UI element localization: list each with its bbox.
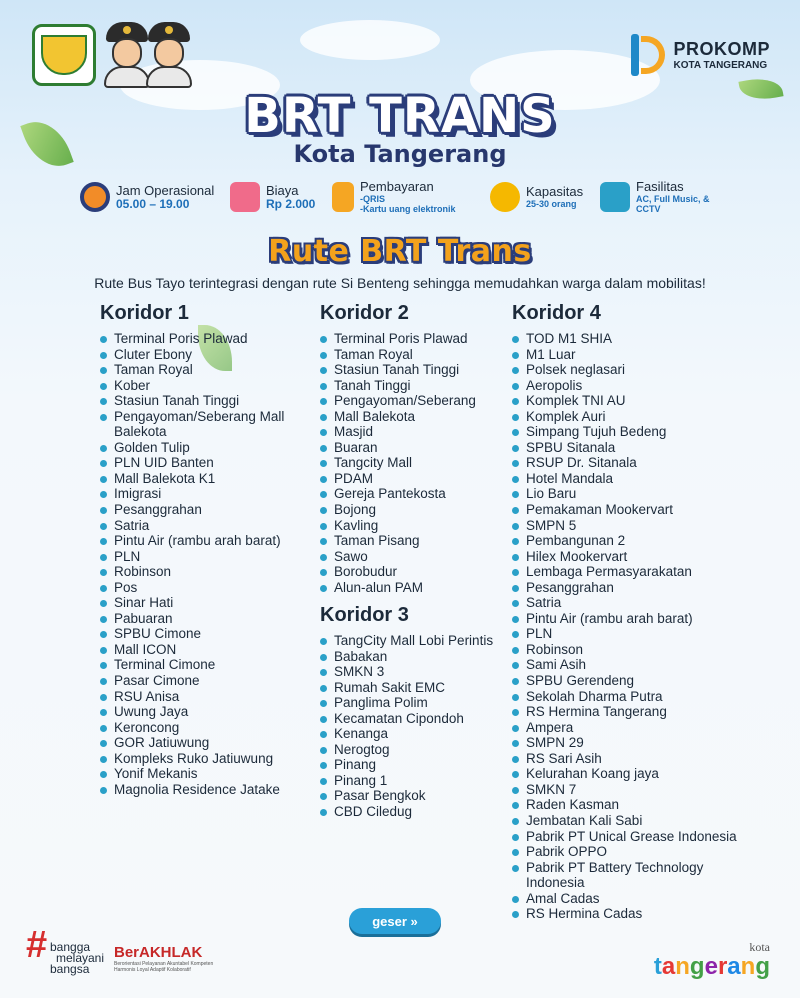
info-fasilitas [600,176,720,218]
stop-item: Taman Royal [100,362,310,378]
stop-item: Lio Baru [512,486,737,502]
stop-item: Yonif Mekanis [100,766,310,782]
route-description: Rute Bus Tayo terintegrasi dengan rute Si Benteng sehingga memudahkan warga dalam mobilitas! [94,275,706,291]
stop-item: RS Hermina Cadas [512,906,737,922]
vice-mayor-illustration [146,22,192,88]
info-jam-operasional [80,176,220,218]
stop-item: PLN [512,626,737,642]
stop-item: Keroncong [100,720,310,736]
stop-item: SMKN 3 [320,664,505,680]
wordmark-letter: r [717,953,728,980]
stop-item: Tangcity Mall [320,455,505,471]
wordmark-letter: n [740,953,756,980]
koridor-4 [512,302,737,922]
info-label: Biaya [266,182,299,198]
stop-item: Kecamatan Cipondoh [320,711,505,727]
stop-list [512,331,737,922]
stop-item: Masjid [320,424,505,440]
stop-item: Lembaga Permasyarakatan [512,564,737,580]
stop-item: Komplek Auri [512,409,737,425]
stop-item: TangCity Mall Lobi Perintis [320,633,505,649]
stop-item: PDAM [320,471,505,487]
info-label: Fasilitas [636,179,684,194]
stop-item: Bojong [320,502,505,518]
stop-item: Mall Balekota K1 [100,471,310,487]
info-label: Kapasitas [526,184,584,199]
bmb-line: bangga [50,940,91,954]
stop-item: Pinang [320,757,505,773]
info-pembayaran [332,176,480,218]
stop-item: Borobudur [320,564,505,580]
berakhlak-title: BerAKHLAK [114,944,203,961]
info-label: Jam Operasional [116,182,215,198]
stop-item: SMPN 29 [512,735,737,751]
stop-item: Kompleks Ruko Jatiuwung [100,751,310,767]
bus-icon [600,182,630,212]
stop-item: Rumah Sakit EMC [320,680,505,696]
cloud [300,20,440,60]
stop-item: Hilex Mookervart [512,549,737,565]
info-value: 05.00 – 19.00 [116,196,190,211]
stop-item: Terminal Cimone [100,657,310,673]
phone-payment-icon [332,182,354,212]
stop-list [100,331,310,797]
stop-item: RSU Anisa [100,689,310,705]
info-value: Rp 2.000 [266,196,316,211]
stop-item: Imigrasi [100,486,310,502]
stop-item: Kavling [320,518,505,534]
berakhlak-logo [114,944,214,973]
stop-item: Uwung Jaya [100,704,310,720]
stop-item: Raden Kasman [512,797,737,813]
stop-item: Pinang 1 [320,773,505,789]
stop-item: SPBU Gerendeng [512,673,737,689]
stop-item: Stasiun Tanah Tinggi [100,393,310,409]
clock-icon [80,182,110,212]
stop-item: Buaran [320,440,505,456]
stop-item: Hotel Mandala [512,471,737,487]
stop-item: Kober [100,378,310,394]
stop-item: Sekolah Dharma Putra [512,689,737,705]
info-label: Pembayaran [360,179,434,194]
koridor-title: Koridor 1 [100,302,189,324]
wordmark-letter: a [661,953,676,980]
mayor-illustration [104,22,150,88]
info-kapasitas [490,176,590,218]
stop-item: Pintu Air (rambu arah barat) [100,533,310,549]
koridor-title: Koridor 4 [512,302,601,324]
stop-item: Kenanga [320,726,505,742]
koridor-2 [320,302,505,595]
stop-item: Jembatan Kali Sabi [512,813,737,829]
kota-tangerang-logo [654,940,770,979]
stop-item: Pengayoman/Seberang [320,393,505,409]
stop-item: Alun-alun PAM [320,580,505,596]
koridor-3 [320,604,505,820]
stop-item: CBD Ciledug [320,804,505,820]
info-bar [80,176,720,218]
prokomp-mark-icon [631,34,665,76]
hashtag-icon: # [26,924,48,966]
stop-item: Golden Tulip [100,440,310,456]
stop-item: Pengayoman/Seberang Mall Balekota [100,409,310,440]
stop-item: Pesanggrahan [100,502,310,518]
stop-item: Satria [100,518,310,534]
wordmark-letter: a [727,953,741,980]
koridor-1 [100,302,310,797]
stop-item: SMPN 5 [512,518,737,534]
stop-list [320,331,505,595]
stop-item: Cluter Ebony [100,347,310,363]
berakhlak-subtitle: Berorientasi Pelayanan Akuntabel Kompeten Harmonis Loyal Adaptif Kolaboratif [114,961,214,973]
stop-item: Stasiun Tanah Tinggi [320,362,505,378]
bangga-melayani-bangsa-logo [26,924,105,976]
stop-item: Pembangunan 2 [512,533,737,549]
stop-item: TOD M1 SHIA [512,331,737,347]
geser-button[interactable]: geser » [349,908,441,934]
stop-item: GOR Jatiuwung [100,735,310,751]
stop-list [320,633,505,820]
stop-item: Babakan [320,649,505,665]
stop-item: Terminal Poris Plawad [320,331,505,347]
stop-item: Ampera [512,720,737,736]
stop-item: Pabuaran [100,611,310,627]
stop-item: Mall ICON [100,642,310,658]
prokomp-title: PROKOMP [673,39,770,59]
stop-item: RS Sari Asih [512,751,737,767]
stop-item: Aeropolis [512,378,737,394]
stop-item: Tanah Tinggi [320,378,505,394]
prokomp-subtitle: KOTA TANGERANG [673,60,768,71]
stop-item: PLN [100,549,310,565]
koridor-title: Koridor 2 [320,302,409,324]
stop-item: Mall Balekota [320,409,505,425]
people-icon [490,182,520,212]
stop-item: Magnolia Residence Jatake [100,782,310,798]
wordmark-letter: n [675,953,690,980]
info-value: -QRIS -Kartu uang elektronik [360,194,456,214]
wordmark-letter: g [755,953,770,980]
stop-item: Komplek TNI AU [512,393,737,409]
stop-item: Panglima Polim [320,695,505,711]
stop-item: SMKN 7 [512,782,737,798]
stop-item: Satria [512,595,737,611]
stop-item: Amal Cadas [512,891,737,907]
bmb-line: melayani [56,951,105,965]
stop-item: SPBU Sitanala [512,440,737,456]
stop-item: Taman Pisang [320,533,505,549]
stop-item: Robinson [100,564,310,580]
stop-item: Pabrik OPPO [512,844,737,860]
money-icon [230,182,260,212]
stop-item: Nerogtog [320,742,505,758]
prokomp-logo [631,34,770,76]
page-subtitle: Kota Tangerang [293,140,507,168]
info-biaya [230,176,322,218]
stop-item: RS Hermina Tangerang [512,704,737,720]
tangerang-wordmark [654,955,770,979]
stop-item: Sami Asih [512,657,737,673]
stop-item: Pasar Cimone [100,673,310,689]
wordmark-letter: e [704,953,718,980]
stop-item: SPBU Cimone [100,626,310,642]
info-value: AC, Full Music, & CCTV [636,194,710,214]
stop-item: PLN UID Banten [100,455,310,471]
stop-item: Sinar Hati [100,595,310,611]
stop-item: Polsek neglasari [512,362,737,378]
stop-item: RSUP Dr. Sitanala [512,455,737,471]
koridor-title: Koridor 3 [320,604,409,626]
stop-item: Terminal Poris Plawad [100,331,310,347]
route-title: Rute BRT Trans [268,234,532,269]
stop-item: Sawo [320,549,505,565]
stop-item: Robinson [512,642,737,658]
stop-item: Pemakaman Mookervart [512,502,737,518]
kota-tangerang-seal-logo [32,24,96,86]
tangerang-wordmark-text [654,953,770,980]
bmb-line: bangsa [50,962,90,976]
stop-item: Pesanggrahan [512,580,737,596]
stop-item: Pabrik PT Battery Technology Indonesia [512,860,737,891]
stop-item: Kelurahan Koang jaya [512,766,737,782]
stop-item: M1 Luar [512,347,737,363]
wordmark-letter: g [689,953,705,980]
stop-item: Pasar Bengkok [320,788,505,804]
stop-item: Gereja Pantekosta [320,486,505,502]
stop-item: Taman Royal [320,347,505,363]
kota-label: kota [749,940,770,954]
page-title: BRT TRANS [244,88,556,144]
stop-item: Pabrik PT Unical Grease Indonesia [512,829,737,845]
stop-item: Simpang Tujuh Bedeng [512,424,737,440]
stop-item: Pos [100,580,310,596]
info-value: 25-30 orang [526,199,577,209]
seal-shield-icon [41,35,87,75]
wordmark-letter: t [653,953,662,980]
stop-item: Pintu Air (rambu arah barat) [512,611,737,627]
